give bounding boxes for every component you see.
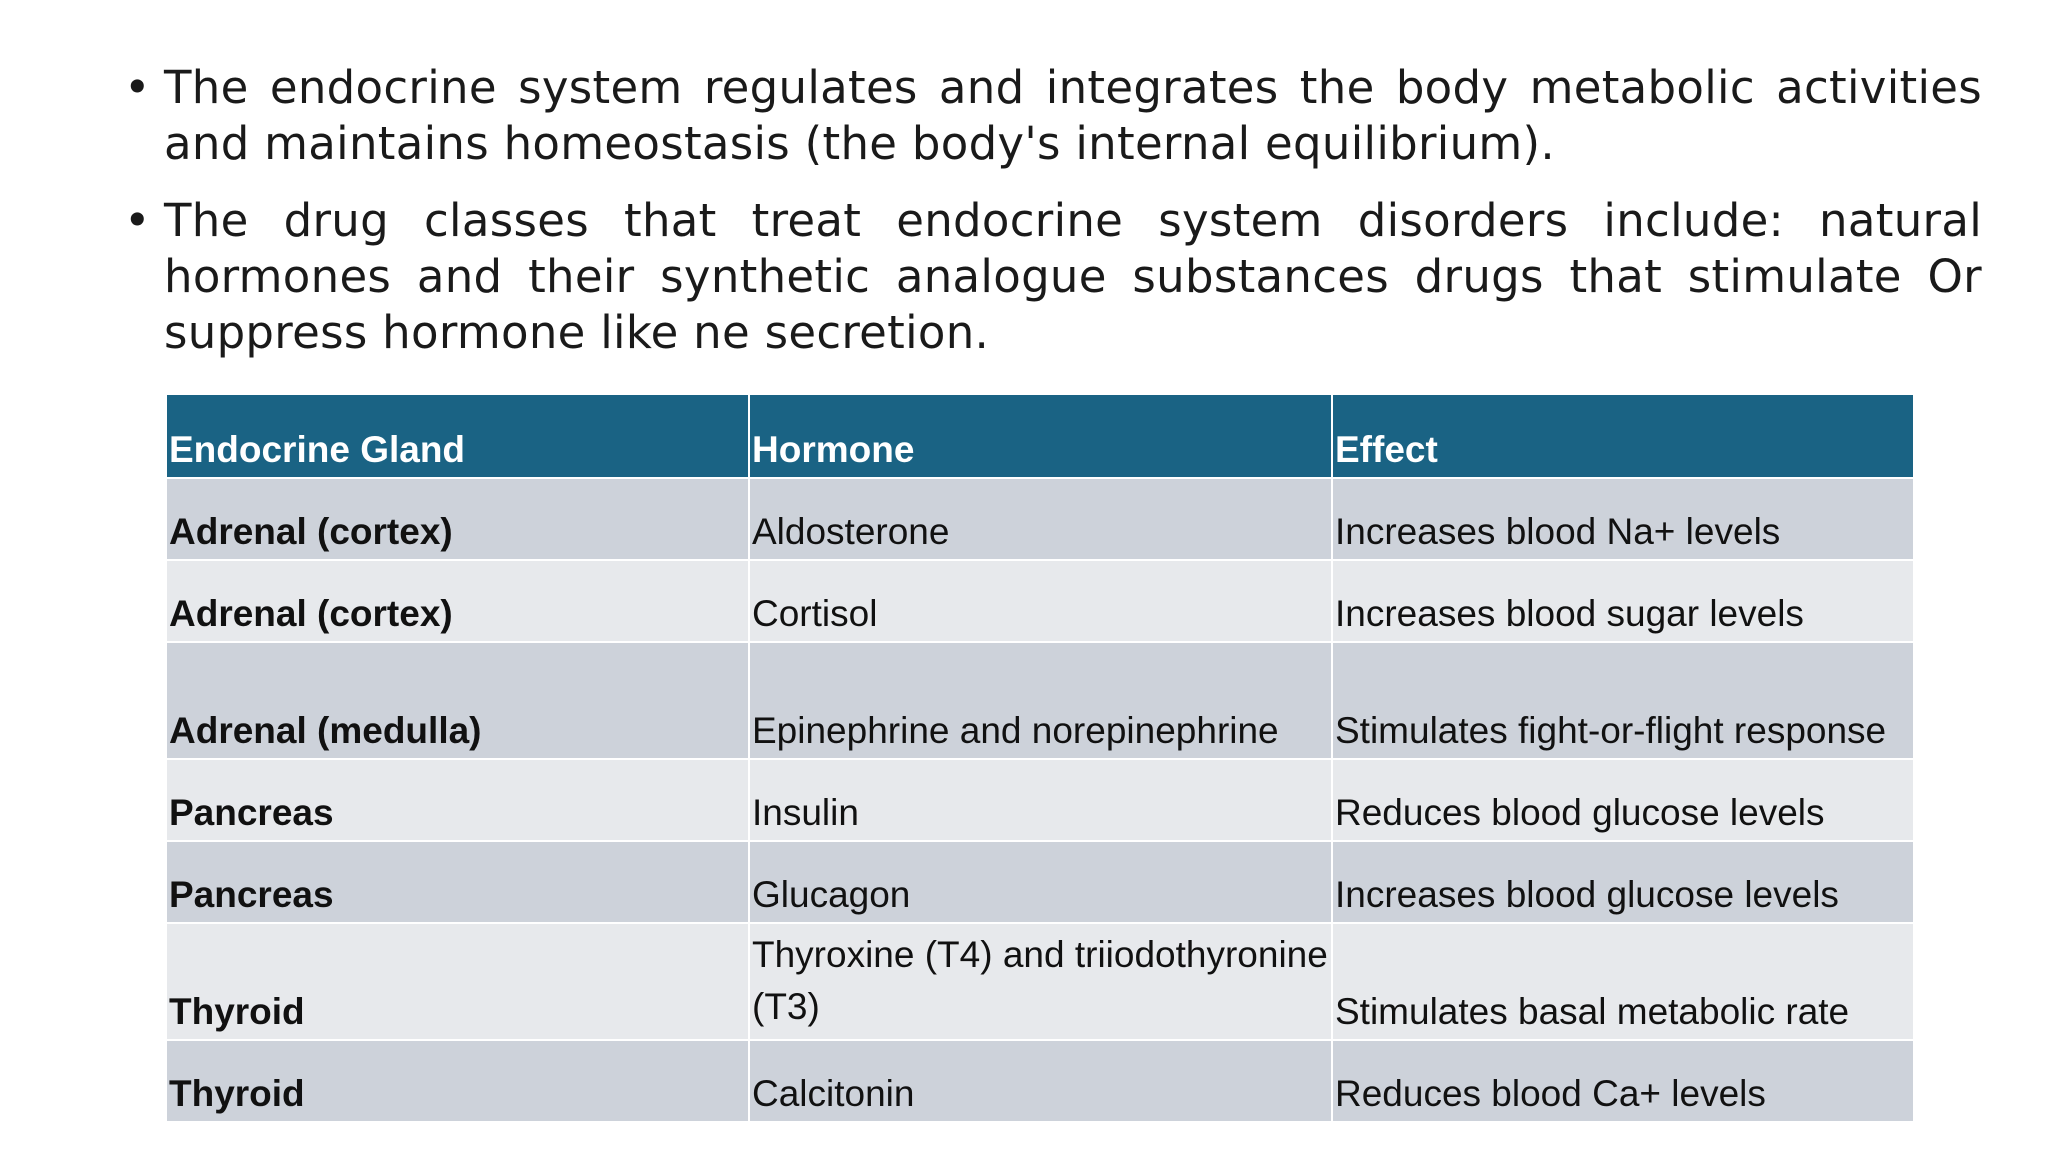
cell-gland: Adrenal (medulla) <box>166 642 749 759</box>
cell-effect: Reduces blood glucose levels <box>1332 759 1914 841</box>
table-header-row <box>166 394 1914 478</box>
bullet-text: The drug classes that treat endocrine system disorders include: natural hormones and their synthetic analogue substances drugs that stimulate Or suppress hormone like ne secretion. <box>164 194 1982 359</box>
table-row <box>166 759 1914 841</box>
bullet-list <box>120 60 1982 382</box>
cell-effect: Reduces blood Ca+ levels <box>1332 1040 1914 1122</box>
cell-gland: Pancreas <box>166 759 749 841</box>
endocrine-table-container <box>165 393 1913 1123</box>
cell-hormone: Cortisol <box>749 560 1332 642</box>
cell-effect: Increases blood Na+ levels <box>1332 478 1914 560</box>
cell-effect: Increases blood sugar levels <box>1332 560 1914 642</box>
table-row <box>166 642 1914 759</box>
header-effect: Effect <box>1332 394 1914 478</box>
bullet-item <box>120 60 1982 172</box>
cell-hormone: Glucagon <box>749 841 1332 923</box>
cell-effect: Increases blood glucose levels <box>1332 841 1914 923</box>
cell-hormone: Epinephrine and norepinephrine <box>749 642 1332 759</box>
table-row <box>166 478 1914 560</box>
table-row <box>166 560 1914 642</box>
cell-effect: Stimulates fight-or-flight response <box>1332 642 1914 759</box>
header-endocrine-gland: Endocrine Gland <box>166 394 749 478</box>
cell-hormone: Calcitonin <box>749 1040 1332 1122</box>
cell-hormone: Thyroxine (T4) and triiodothyronine (T3) <box>749 923 1332 1040</box>
cell-effect: Stimulates basal metabolic rate <box>1332 923 1914 1040</box>
header-hormone: Hormone <box>749 394 1332 478</box>
cell-gland: Thyroid <box>166 923 749 1040</box>
table-row <box>166 1040 1914 1122</box>
table-row <box>166 841 1914 923</box>
endocrine-table <box>165 393 1915 1123</box>
cell-hormone: Aldosterone <box>749 478 1332 560</box>
bullet-dot-icon: • <box>124 61 151 114</box>
cell-gland: Adrenal (cortex) <box>166 560 749 642</box>
cell-gland: Pancreas <box>166 841 749 923</box>
bullet-text: The endocrine system regulates and integrates the body metabolic activities and maintains homeostasis (the body's internal equilibrium). <box>164 61 1982 170</box>
bullet-item <box>120 193 1982 361</box>
cell-gland: Thyroid <box>166 1040 749 1122</box>
table-row <box>166 923 1914 1040</box>
bullet-dot-icon: • <box>124 194 151 247</box>
cell-gland: Adrenal (cortex) <box>166 478 749 560</box>
cell-hormone: Insulin <box>749 759 1332 841</box>
